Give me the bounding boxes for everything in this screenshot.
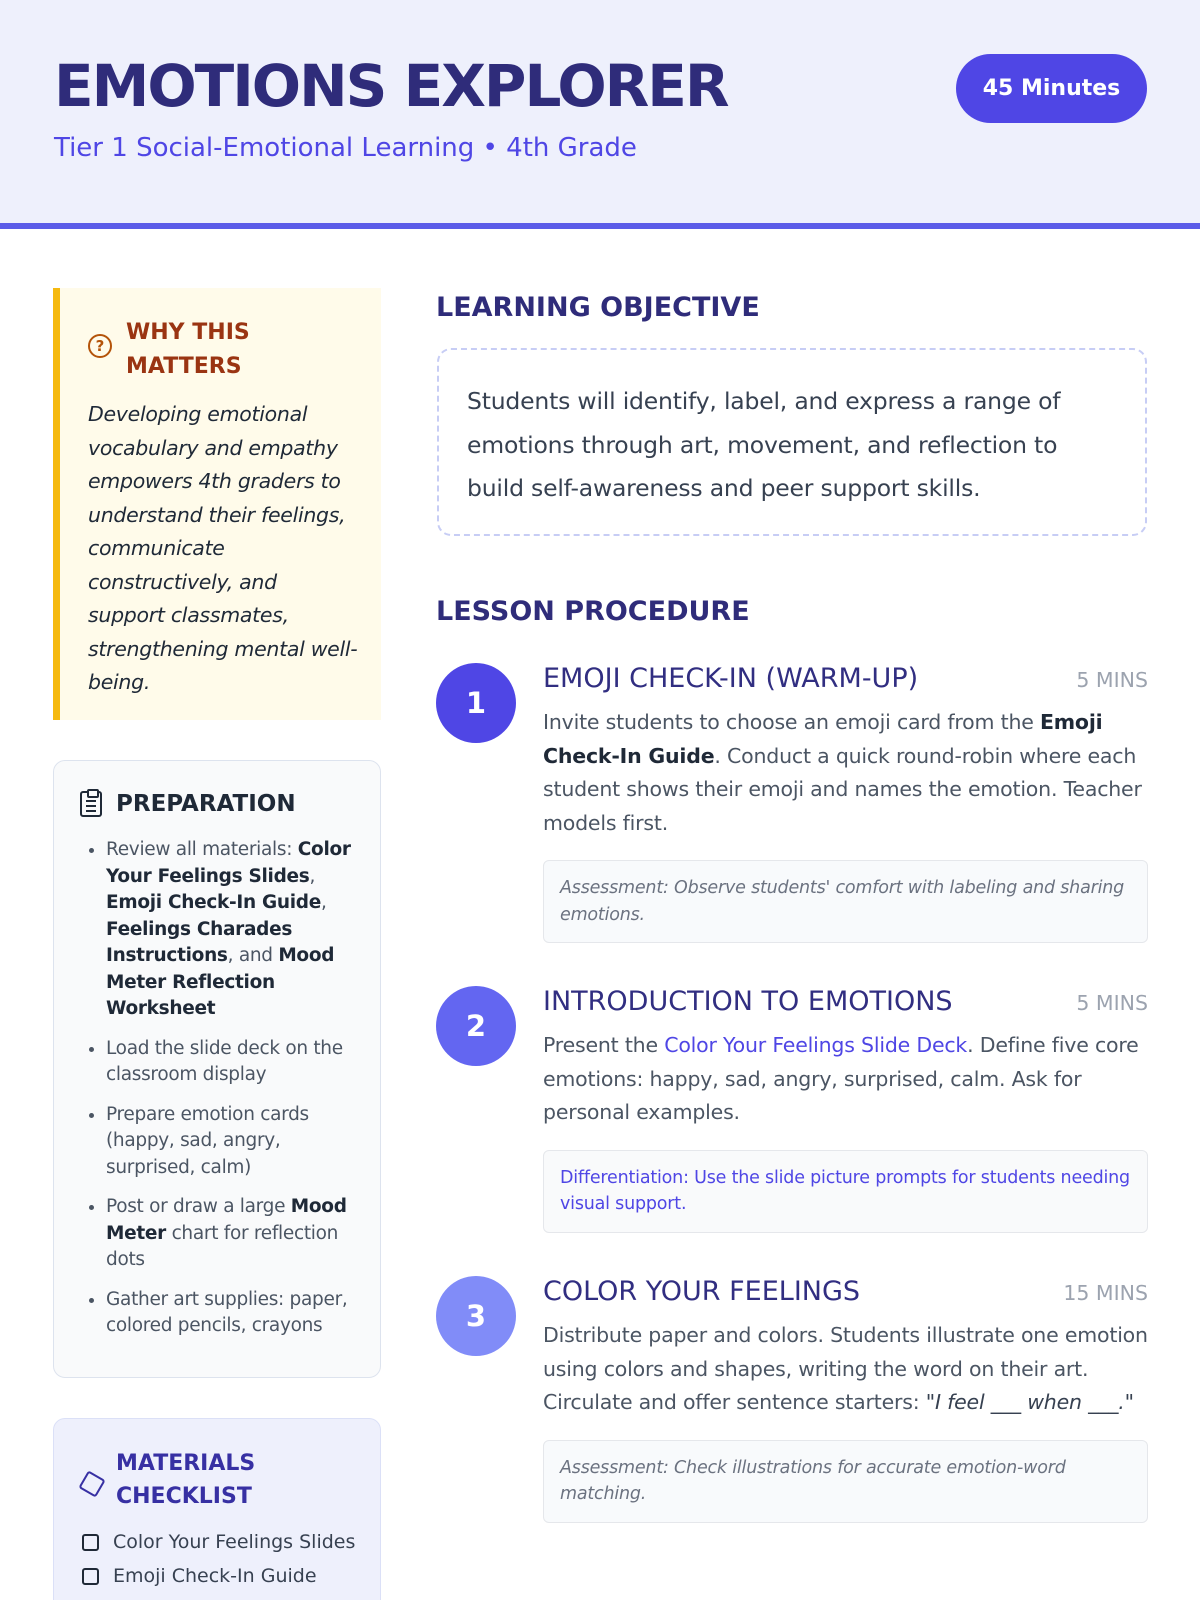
- slide-deck-link[interactable]: Color Your Feelings Slide Deck: [664, 1033, 968, 1057]
- duration-badge: 45 Minutes: [956, 54, 1147, 123]
- clipboard-icon: [80, 791, 102, 817]
- list-item: • Gather art supplies: paper, colored pencils, crayons: [106, 1287, 360, 1340]
- materials-title: MATERIALS CHECKLIST: [116, 1451, 256, 1509]
- learning-objective-box: Students will identify, label, and express a range of emotions through art, movement, and reflection to build self-awareness and peer support skills.: [437, 348, 1147, 536]
- preparation-card: [53, 760, 381, 1378]
- lesson-procedure-heading: LESSON PROCEDURE: [436, 596, 750, 627]
- assessment-note: Assessment: Check illustrations for accurate emotion-word matching.: [543, 1440, 1148, 1523]
- step-title: INTRODUCTION TO EMOTIONS: [543, 986, 953, 1017]
- list-item: • Review all materials: Color Your Feelings Slides, Emoji Check-In Guide, Feelings Charades Instructions, and Mood Meter Reflection Worksheet: [106, 837, 360, 1023]
- checkbox[interactable]: [82, 1568, 99, 1585]
- step-duration: 5 MINS: [1076, 668, 1148, 692]
- step-title: COLOR YOUR FEELINGS: [543, 1276, 861, 1307]
- preparation-title: PREPARATION: [116, 791, 296, 817]
- step-description: Invite students to choose an emoji card from the Emoji Check-In Guide. Conduct a quick round-robin where each student shows their emoji and names the emotion. Teacher models first.: [543, 710, 1142, 835]
- preparation-list: [80, 837, 360, 1340]
- step-number-badge: 1: [436, 663, 516, 743]
- why-this-matters-callout: [53, 288, 381, 720]
- list-item: • Post or draw a large Mood Meter chart for reflection dots: [106, 1194, 360, 1274]
- checkbox[interactable]: [82, 1534, 99, 1551]
- page-header: [0, 0, 1200, 229]
- step-title: EMOJI CHECK-IN (WARM-UP): [543, 663, 919, 694]
- step-number-badge: 2: [436, 986, 516, 1066]
- step-duration: 5 MINS: [1076, 991, 1148, 1015]
- checklist-item[interactable]: Color Your Feelings Slides: [82, 1525, 360, 1559]
- materials-list: [82, 1525, 360, 1593]
- question-circle-icon: ?: [88, 334, 112, 358]
- box-icon: [78, 1470, 105, 1497]
- step-description: Distribute paper and colors. Students illustrate one emotion using colors and shapes, writing the word on their art. Circulate and offer sentence starters: "I feel ___ when ___.": [543, 1323, 1148, 1414]
- learning-objective-heading: LEARNING OBJECTIVE: [436, 292, 760, 323]
- assessment-note: Assessment: Observe students' comfort with labeling and sharing emotions.: [543, 860, 1148, 943]
- differentiation-note: Differentiation: Use the slide picture prompts for students needing visual support.: [543, 1150, 1148, 1233]
- step-number-badge: 3: [436, 1276, 516, 1356]
- materials-checklist-card: [53, 1418, 381, 1600]
- step-description: Present the Color Your Feelings Slide Deck. Define five core emotions: happy, sad, angry, surprised, calm. Ask for personal examples.: [543, 1033, 1139, 1124]
- page-title: EMOTIONS EXPLORER: [54, 52, 728, 120]
- checklist-item[interactable]: Emoji Check-In Guide: [82, 1559, 360, 1593]
- page-subtitle: Tier 1 Social-Emotional Learning • 4th Grade: [54, 133, 637, 163]
- why-text: Developing emotional vocabulary and empathy empowers 4th graders to understand their feelings, communicate constructively, and support classmates, strengthening mental well-being.: [88, 402, 358, 694]
- list-item: • Prepare emotion cards (happy, sad, angry, surprised, calm): [106, 1102, 360, 1182]
- why-title: WHY THIS MATTERS: [126, 320, 250, 379]
- list-item: • Load the slide deck on the classroom display: [106, 1036, 360, 1089]
- step-duration: 15 MINS: [1063, 1281, 1148, 1305]
